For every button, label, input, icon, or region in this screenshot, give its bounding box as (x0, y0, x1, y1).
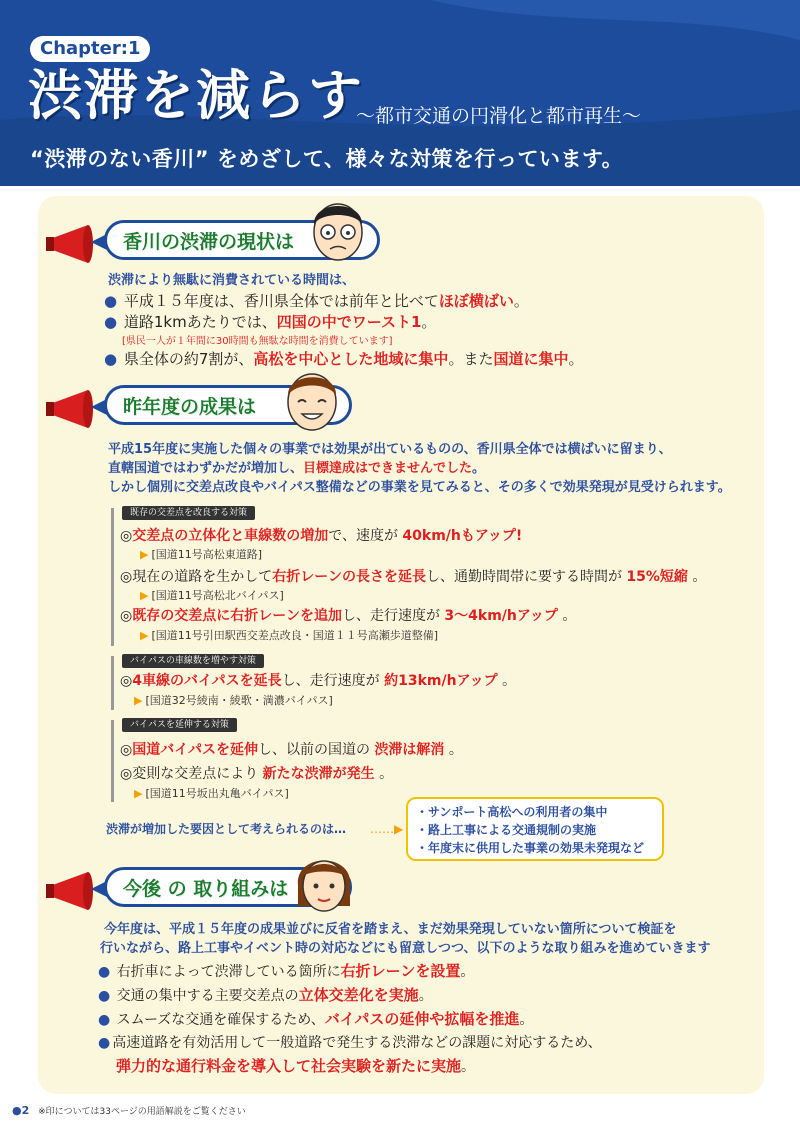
future-bullet-4-cont: 弾力的な通行料金を導入して社会実験を新たに実施。 (116, 1057, 476, 1075)
status-bullet-1: ● 平成１５年度は、香川県全体では前年と比べてほぼ横ばい。 (104, 292, 529, 310)
future-bullet-4: ● 高速道路を有効活用して一般道路で発生する渋滞などの課題に対応するため、 (98, 1034, 602, 1052)
section-heading-status-text: 香川の渋滞の現状は (123, 230, 295, 253)
page-number-dot-icon: ● (12, 1104, 22, 1117)
play-arrow-icon: ▶ (140, 589, 149, 602)
reason-item: ・サンポート高松への利用者の集中 (416, 805, 608, 819)
reason-item: ・年度末に供用した事業の効果未発現など (416, 841, 645, 855)
group-bar (111, 508, 114, 646)
status-bullet-2: ● 道路1kmあたりでは、四国の中でワースト1。 (104, 313, 436, 331)
section-heading-results-text: 昨年度の成果は (123, 395, 257, 418)
future-bullet-1: ● 右折車によって渋滞している箇所に右折レーンを設置。 (98, 962, 474, 981)
future-bullet-2: ● 交通の集中する主要交差点の立体交差化を実施。 (98, 986, 433, 1005)
header-banner (0, 0, 800, 186)
smiling-man-face-icon (280, 364, 344, 436)
man-glasses-face-icon (306, 194, 370, 266)
lead-text: “渋滞のない香川” をめざして、様々な対策を行っています。 (30, 147, 624, 171)
page-footer (12, 1104, 246, 1117)
result-item-4-ref: ▶ [国道32号綾南・綾歌・満濃バイパス] (134, 694, 333, 707)
result-item-1: ◎交差点の立体化と車線数の増加で、速度が 40km/hもアップ! (120, 528, 523, 544)
tag-bypass-lanes: バイパスの車線数を増やす対策 (122, 654, 264, 668)
reason-item: ・路上工事による交通規制の実施 (416, 823, 597, 837)
play-arrow-icon: ▶ (140, 629, 149, 642)
play-arrow-icon: ▶ (134, 787, 143, 800)
result-item-6: ◎変則な交差点により 新たな渋滞が発生 。 (120, 766, 394, 782)
page-number: 2 (21, 1104, 30, 1117)
result-item-3-ref: ▶ [国道11号引田駅西交差点改良・国道１１号高瀬歩道整備] (140, 629, 439, 642)
reason-box (406, 797, 664, 861)
result-item-4: ◎4車線のバイパスを延長し、走行速度が 約13km/hアップ 。 (120, 673, 517, 689)
results-paragraph-3: しかし個別に交差点改良やバイパス整備などの事業を見てみると、その多くで効果発現が見受けられます。 (108, 480, 731, 495)
future-bullet-3: ● スムーズな交通を確保するため、バイパスの延伸や拡幅を推進。 (98, 1010, 533, 1029)
future-paragraph-1: 今年度は、平成１５年度の成果並びに反省を踏まえ、まだ効果発現していない箇所について検証を (104, 922, 677, 937)
group-bar (111, 720, 114, 802)
play-arrow-icon: ▶ (140, 548, 149, 561)
dotted-arrow-icon: ……▶ (370, 822, 404, 836)
status-bullet-3: ● 県全体の約7割が、高松を中心とした地域に集中。また国道に集中。 (104, 350, 583, 368)
result-item-2-ref: ▶ [国道11号高松北バイパス] (140, 589, 284, 602)
result-item-2: ◎現在の道路を生かして右折レーンの長さを延長し、通勤時間帯に要する時間が 15%短縮 。 (120, 569, 707, 585)
chapter-badge: Chapter:1 (30, 36, 150, 62)
page-title: 渋滞を減らす (28, 64, 364, 127)
play-arrow-icon: ▶ (134, 694, 143, 707)
result-item-6-ref: ▶ [国道11号坂出丸亀バイパス] (134, 787, 289, 800)
results-paragraph-2: 直轄国道ではわずかだが増加し、目標達成はできませんでした。 (108, 461, 486, 476)
section-heading-future-text: 今後 の 取り組みは (123, 877, 289, 900)
result-item-1-ref: ▶ [国道11号高松東道路] (140, 548, 263, 561)
future-paragraph-2: 行いながら、路上工事やイベント時の対応などにも留意しつつ、以下のような取り組みを進めていきます (100, 941, 711, 956)
group-bar (111, 656, 114, 710)
result-item-3: ◎既存の交差点に右折レーンを追加し、走行速度が 3～4km/hアップ 。 (120, 608, 577, 624)
results-paragraph-1: 平成15年度に実施した個々の事業では効果が出ているものの、香川県全体では横ばいに留まり、 (108, 442, 672, 457)
reason-lead: 渋滞が増加した要因として考えられるのは… (106, 822, 347, 836)
result-item-5: ◎国道バイパスを延伸し、以前の国道の 渋滞は解消 。 (120, 742, 463, 758)
tag-bypass-extension: バイパスを延伸する対策 (122, 718, 237, 732)
woman-face-icon (292, 846, 356, 918)
page-subtitle: ～都市交通の円滑化と都市再生～ (356, 105, 642, 127)
status-intro: 渋滞により無駄に消費されている時間は、 (108, 273, 356, 288)
tag-intersection-improvement: 既存の交差点を改良する対策 (122, 506, 255, 520)
status-bullet-2-note: [県民一人が１年間に30時間も無駄な時間を消費しています] (122, 336, 393, 347)
footer-note: ※印については33ページの用語解説をご覧ください (38, 1107, 246, 1117)
